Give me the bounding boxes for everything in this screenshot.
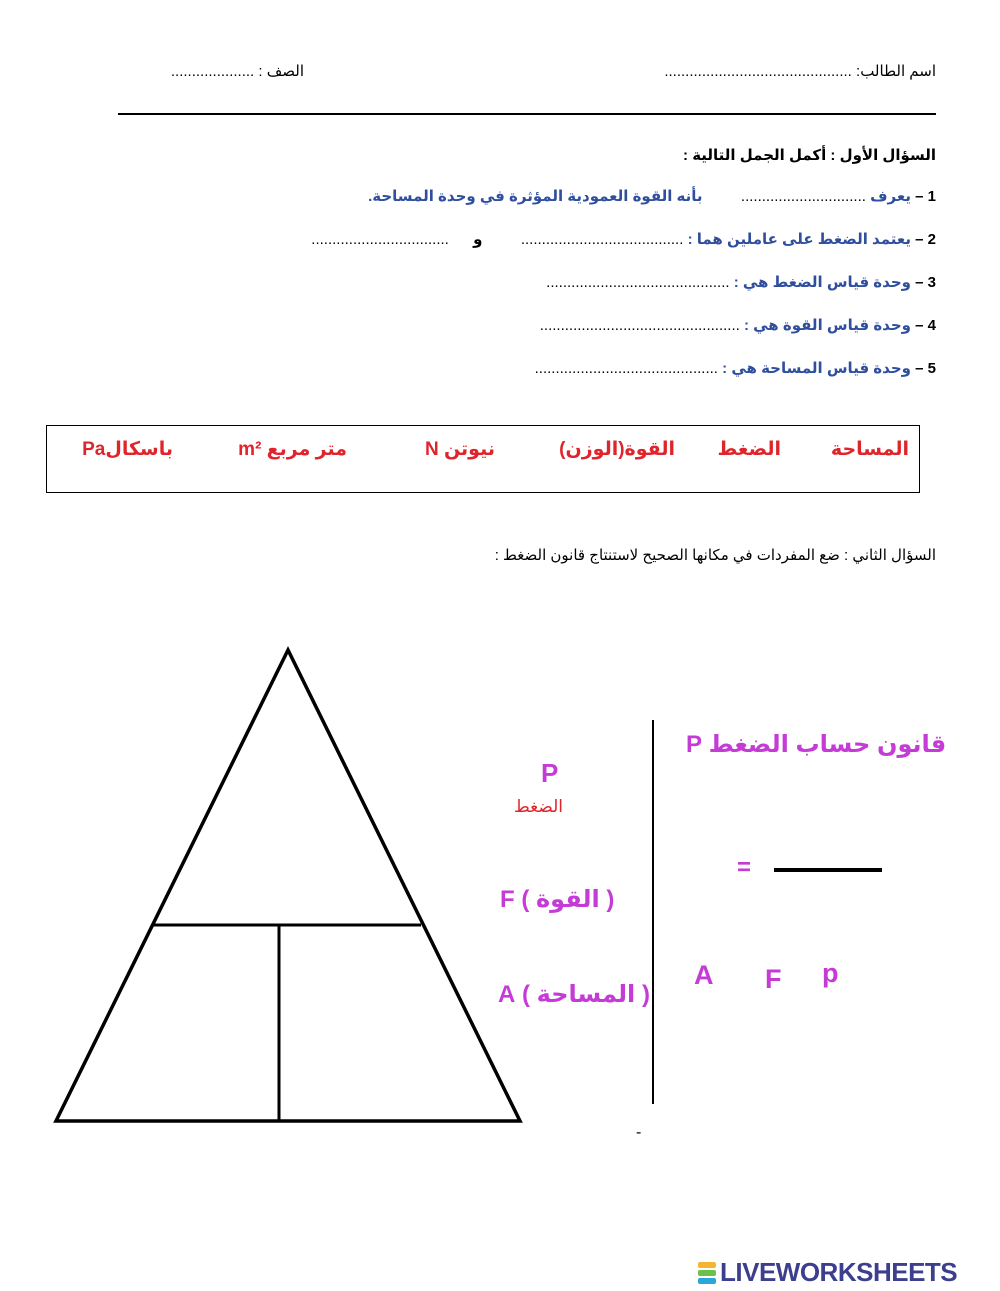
item-number: 3 – (915, 274, 936, 291)
logo-badge-bar-1 (698, 1262, 716, 1268)
stray-dash: - (636, 1124, 642, 1141)
word-force[interactable]: القوة(الوزن) (559, 439, 675, 460)
header-divider (118, 113, 936, 115)
item-text: وحدة قياس الضغط هي : (733, 274, 911, 291)
legend-p-label: الضغط (514, 797, 563, 816)
drop-slot-bottom-right[interactable] (300, 972, 410, 1082)
item-tail: بأنه القوة العمودية المؤثرة في وحدة المساحة. (368, 188, 703, 205)
logo-badge-bar-3 (698, 1278, 716, 1284)
choice-a[interactable]: A (694, 960, 714, 990)
fraction-bar[interactable] (774, 868, 882, 872)
q1-item-1 (368, 187, 936, 205)
word-newton[interactable]: نيوتن N (424, 439, 495, 460)
student-name-text: اسم الطالب: (856, 63, 936, 80)
item-number: 5 – (915, 360, 936, 377)
q1-item-3 (546, 273, 936, 291)
logo-badge-icon (698, 1261, 716, 1285)
q1-item-5 (535, 359, 936, 377)
answer-blank-2b[interactable]: ................................. (311, 231, 449, 248)
equals-sign: = (737, 854, 752, 881)
question1-title: السؤال الأول : أكمل الجمل التالية : (683, 147, 936, 164)
and-word: و (473, 231, 483, 248)
word-pascal[interactable]: باسكالPa (82, 439, 173, 460)
choice-p[interactable]: p (822, 958, 839, 988)
vertical-separator (652, 720, 654, 1104)
answer-blank-1[interactable]: .............................. (740, 188, 866, 205)
answer-blank-4[interactable]: ................................................ (539, 317, 740, 334)
answer-blank-3[interactable]: ............................................ (546, 274, 730, 291)
answer-blank-2a[interactable]: ....................................... (520, 231, 684, 248)
drop-slot-top[interactable] (240, 792, 336, 892)
logo-text: LIVEWORKSHEETS (720, 1257, 958, 1287)
pressure-triangle (50, 642, 530, 1132)
liveworksheets-logo (698, 1257, 957, 1288)
logo-badge-bar-2 (698, 1270, 716, 1276)
choice-f[interactable]: F (765, 964, 782, 994)
q1-item-2 (311, 230, 936, 248)
legend-p-symbol: P (541, 758, 559, 788)
legend-a-label: ( المساحة ) A (498, 981, 650, 1008)
item-text: يعتمد الضغط على عاملين هما : (687, 231, 911, 248)
class-text: الصف : (258, 63, 304, 80)
class-label (171, 62, 304, 80)
q1-item-4 (540, 316, 936, 334)
drop-slot-bottom-left[interactable] (150, 972, 260, 1082)
answer-blank-5[interactable]: ............................................ (534, 360, 718, 377)
word-square-meter[interactable]: متر مربع m² (238, 439, 347, 460)
student-name-label (664, 62, 936, 80)
item-text: وحدة قياس القوة هي : (743, 317, 911, 334)
legend-f-label: ( القوة ) F (500, 886, 615, 913)
class-field[interactable]: .................... (170, 63, 255, 80)
item-number: 1 – (915, 188, 936, 205)
item-number: 4 – (915, 317, 936, 334)
student-name-field[interactable]: ............................................. (664, 63, 852, 80)
item-text: وحدة قياس المساحة هي : (722, 360, 911, 377)
word-bank-box (46, 425, 920, 493)
item-text: يعرف (870, 188, 911, 205)
word-pressure[interactable]: الضغط (717, 439, 781, 460)
item-number: 2 – (915, 231, 936, 248)
word-area[interactable]: المساحة (830, 439, 909, 460)
law-title: قانون حساب الضغط P (686, 731, 947, 758)
question2-title: السؤال الثاني : ضع المفردات في مكانها الصحيح لاستنتاج قانون الضغط : (494, 547, 936, 564)
